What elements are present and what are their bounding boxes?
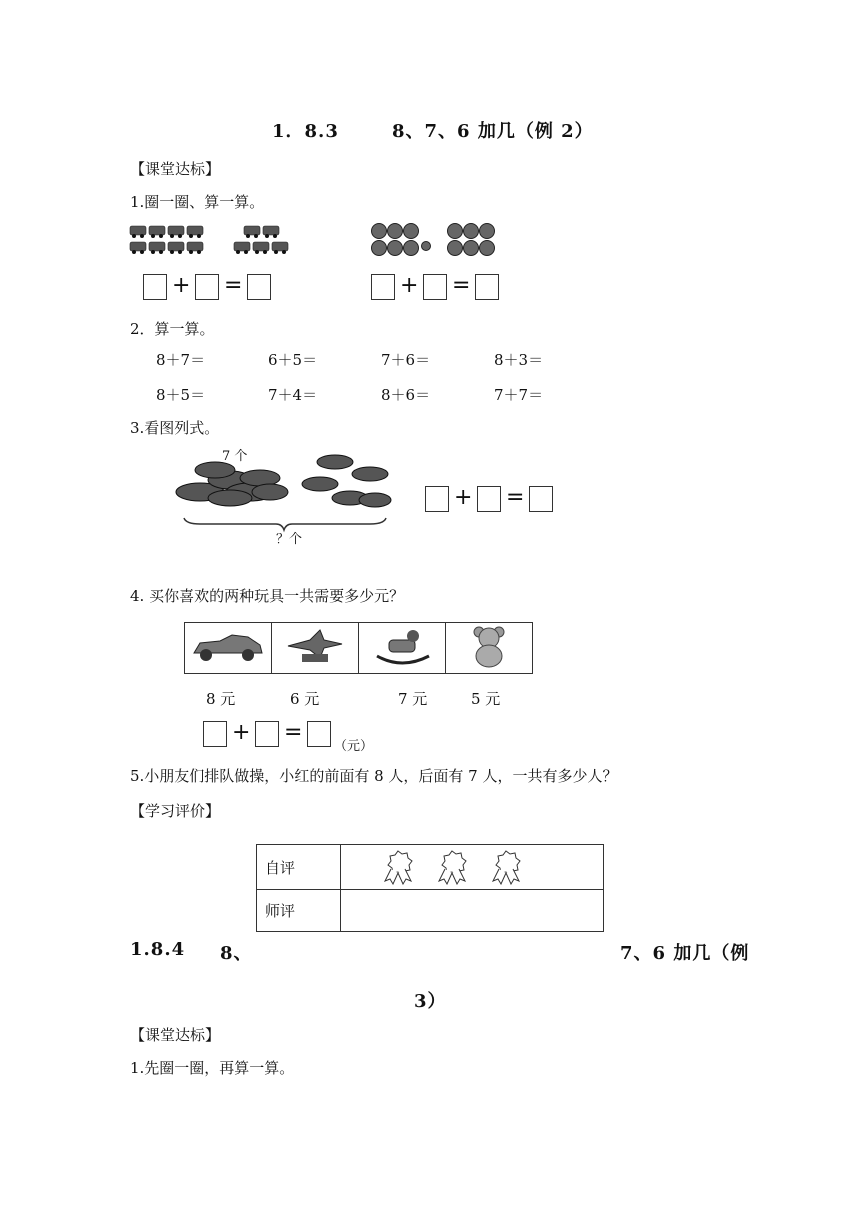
teacher-eval-label: 师评	[257, 890, 341, 932]
section1-title-number: 1．8.3	[272, 121, 339, 142]
toy-cell[interactable]	[272, 623, 359, 674]
toy-cell[interactable]	[185, 623, 272, 674]
toy-cars-group-right-icon	[230, 224, 290, 258]
self-eval-label: 自评	[257, 845, 341, 890]
rocking-horse-icon	[367, 626, 437, 666]
section1-title-text: 8、7、6 加几（例 2）	[392, 121, 594, 142]
arithmetic-item: 8＋6＝	[381, 386, 431, 404]
section2-question-1: 1.先圈一圈，再算一算。	[130, 1059, 295, 1077]
evaluation-table	[256, 844, 604, 932]
section2-title-part2: 7、6 加几（例	[620, 943, 750, 964]
teacher-eval-cell[interactable]	[341, 890, 604, 932]
teddy-bear-icon	[464, 624, 514, 668]
arithmetic-item: 6＋5＝	[268, 351, 318, 369]
answer-box[interactable]	[247, 274, 271, 300]
unit-label: （元）	[334, 739, 374, 754]
answer-box[interactable]	[195, 274, 219, 300]
top-count-label: 7 个	[222, 449, 248, 464]
equals-sign: =	[452, 273, 471, 298]
classroom-heading: 【课堂达标】	[130, 160, 221, 178]
section2-title-number: 1.8.4	[130, 939, 186, 960]
total-count-label: ？个	[276, 532, 303, 547]
toy-cars-group-left-icon	[128, 222, 208, 258]
question-1: 1.圈一圈、算一算。	[130, 193, 265, 211]
section2-heading: 【课堂达标】	[130, 1026, 221, 1044]
arithmetic-item: 8＋5＝	[156, 386, 206, 404]
toy-car-icon	[190, 629, 266, 663]
evaluation-heading: 【学习评价】	[130, 802, 221, 820]
answer-box[interactable]	[371, 274, 395, 300]
fruit-group-icon	[370, 222, 500, 258]
price-label: 8 元	[206, 690, 236, 708]
arithmetic-item: 8＋3＝	[494, 351, 544, 369]
equals-sign: =	[506, 485, 525, 510]
answer-box[interactable]	[143, 274, 167, 300]
toy-cell[interactable]	[359, 623, 446, 674]
price-label: 7 元	[398, 690, 428, 708]
question-5: 5.小朋友们排队做操，小红的前面有 8 人，后面有 7 人，一共有多少人？	[130, 767, 618, 785]
plus-sign: +	[454, 485, 473, 510]
answer-box[interactable]	[307, 721, 331, 747]
answer-box[interactable]	[425, 486, 449, 512]
section2-title-part1: 8、	[220, 943, 253, 964]
plus-sign: +	[400, 273, 419, 298]
answer-box[interactable]	[477, 486, 501, 512]
equals-sign: =	[284, 720, 303, 745]
arithmetic-item: 7＋4＝	[268, 386, 318, 404]
toy-plane-icon	[280, 626, 350, 666]
toys-table	[184, 622, 533, 674]
plus-sign: +	[172, 273, 191, 298]
question-2: 2．算一算。	[130, 320, 215, 338]
answer-box[interactable]	[423, 274, 447, 300]
section2-title-part3: 3）	[414, 991, 447, 1012]
answer-box[interactable]	[475, 274, 499, 300]
question-4: 4. 买你喜欢的两种玩具一共需要多少元？	[130, 587, 405, 605]
answer-box[interactable]	[203, 721, 227, 747]
answer-box[interactable]	[529, 486, 553, 512]
price-label: 6 元	[290, 690, 320, 708]
arithmetic-item: 7＋7＝	[494, 386, 544, 404]
plus-sign: +	[232, 720, 251, 745]
toy-cell[interactable]	[446, 623, 533, 674]
arithmetic-item: 8＋7＝	[156, 351, 206, 369]
self-eval-ribbons[interactable]	[341, 845, 604, 890]
answer-box[interactable]	[255, 721, 279, 747]
arithmetic-item: 7＋6＝	[381, 351, 431, 369]
equals-sign: =	[224, 273, 243, 298]
price-label: 5 元	[471, 690, 501, 708]
award-ribbons-icon	[349, 845, 529, 885]
question-3: 3.看图列式。	[130, 419, 220, 437]
